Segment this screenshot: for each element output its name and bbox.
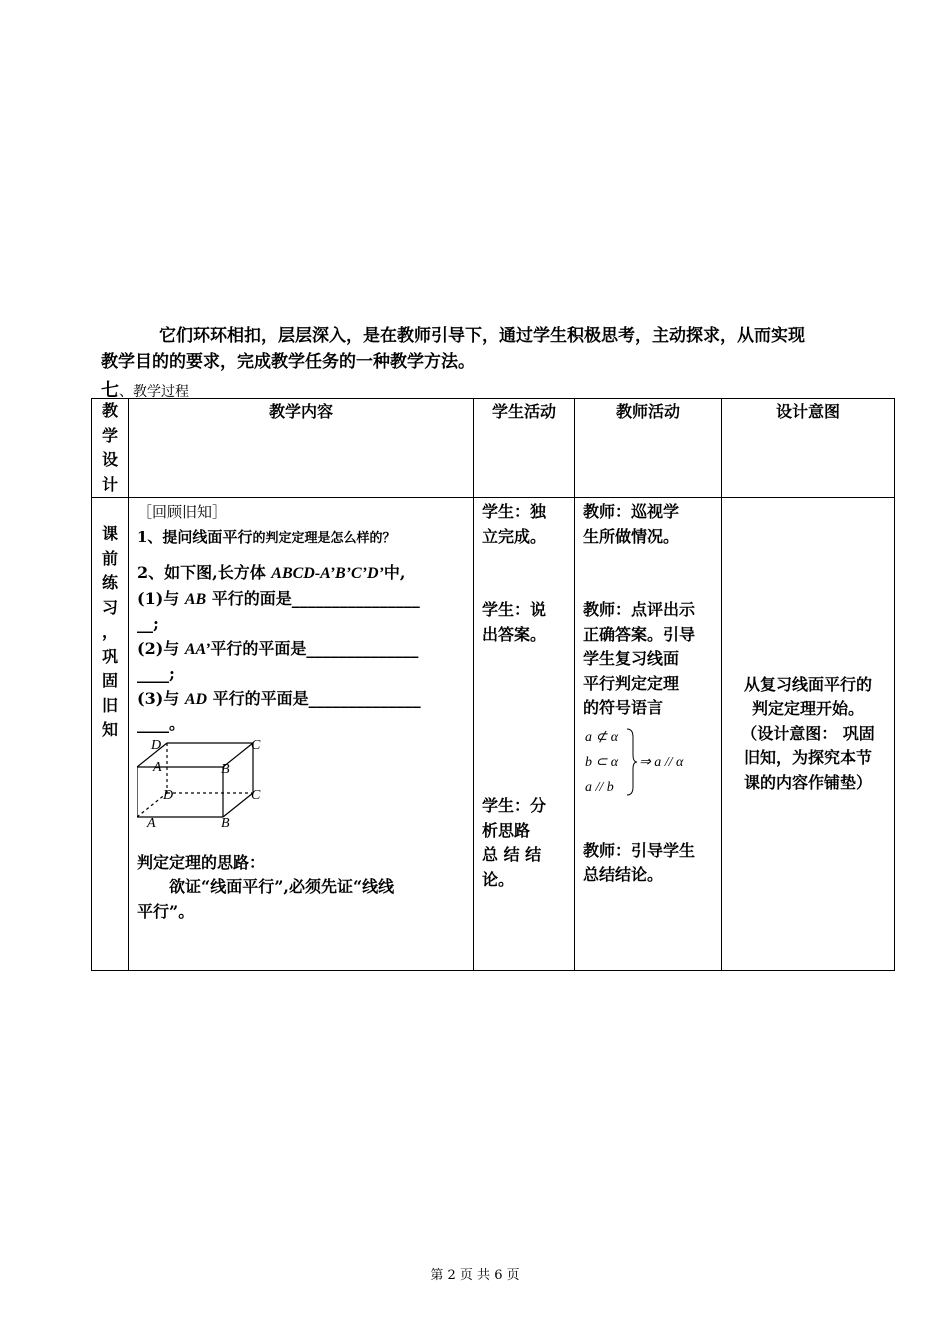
header-content: 教学内容 (129, 399, 474, 498)
idea-title: 判定定理的思路： (137, 852, 266, 872)
table-row (92, 498, 895, 971)
table-header-row (92, 399, 895, 498)
idea-text: 欲证“线面平行”,必须先证“线线 (169, 877, 395, 896)
cube-label-c: C (251, 787, 261, 803)
question-2-part-3: (3)与 AD 平行的平面是______________ (137, 688, 421, 708)
section-number: 七 (101, 380, 119, 401)
svg-text:⇒ a // α: ⇒ a // α (639, 754, 684, 770)
section-title: 、教学过程 (119, 384, 189, 400)
cube-label-b: B (221, 815, 230, 829)
intro-paragraph (101, 323, 861, 375)
intent-cell: 从复习线面平行的 判定定理开始。 （设计意图： 巩固 旧知，为探究本节 课的内容作铺垫） (722, 498, 895, 971)
intro-line-1: 它们环环相扣，层层深入，是在教师引导下，通过学生积极思考，主动探求，从而实现 (159, 326, 805, 346)
symbolic-formula (583, 725, 713, 799)
cube-label-d1: D (151, 737, 162, 753)
header-design: 教 学 设 计 (92, 399, 129, 498)
cube-label-d: D (163, 787, 174, 803)
cube-label-b1: B (221, 761, 230, 777)
header-intent: 设计意图 (722, 399, 895, 498)
recall-heading: ［回顾旧知］ (137, 503, 228, 521)
stage-cell: 课 前 练 习 ， 巩 固 旧 知 (92, 498, 129, 971)
teacher-cell: 教师：巡视学 生所做情况。 教师：点评出示 正确答案。引导 学生复习线面 平行判定定理 的符号语言 a ⊄ α b ⊂ α a // b ⇒ a // α 教师：引导学生 总结结论。 (575, 498, 722, 971)
question-2-part-2: (2)与 AA’平行的平面是______________ (137, 638, 419, 658)
question-1: 1、提问线面平行的判定定理是怎么样的？ (137, 527, 396, 546)
svg-text:a // b: a // b (585, 779, 614, 795)
cube-label-a1: A (153, 759, 162, 775)
svg-text:b ⊂ α: b ⊂ α (585, 754, 619, 770)
intro-line-2: 教学目的的要求，完成教学任务的一种教学方法。 (101, 352, 475, 372)
cube-label-c1: C (251, 737, 261, 753)
cuboid-figure (137, 737, 467, 829)
header-teacher: 教师活动 (575, 399, 722, 498)
content-cell: ［回顾旧知］ 1、提问线面平行的判定定理是怎么样的？ 2、如下图,长方体 ABCD-A’B’C’D’中, (1)与 AB 平行的面是________________ __; (2)与 AA’平行的平面是______________ ____; (3)与 AD 平行的平面是______________ ____。 D C A B D C A B 判定定理的思路： 欲证“线面平行”,必须先证“线线 平行”。 (129, 498, 474, 971)
question-2: 2、如下图,长方体 ABCD-A’B’C’D’中, (137, 563, 406, 582)
header-student: 学生活动 (474, 399, 575, 498)
student-cell: 学生：独 立完成。 学生：说 出答案。 学生：分 析思路 总 结 结 论。 (474, 498, 575, 971)
question-2-part-1: (1)与 AB 平行的面是________________ (137, 588, 420, 608)
svg-text:a ⊄ α: a ⊄ α (585, 729, 619, 745)
cube-label-a: A (147, 815, 156, 829)
lesson-table (91, 398, 895, 971)
page-footer: 第 2 页 共 6 页 (430, 1268, 520, 1283)
